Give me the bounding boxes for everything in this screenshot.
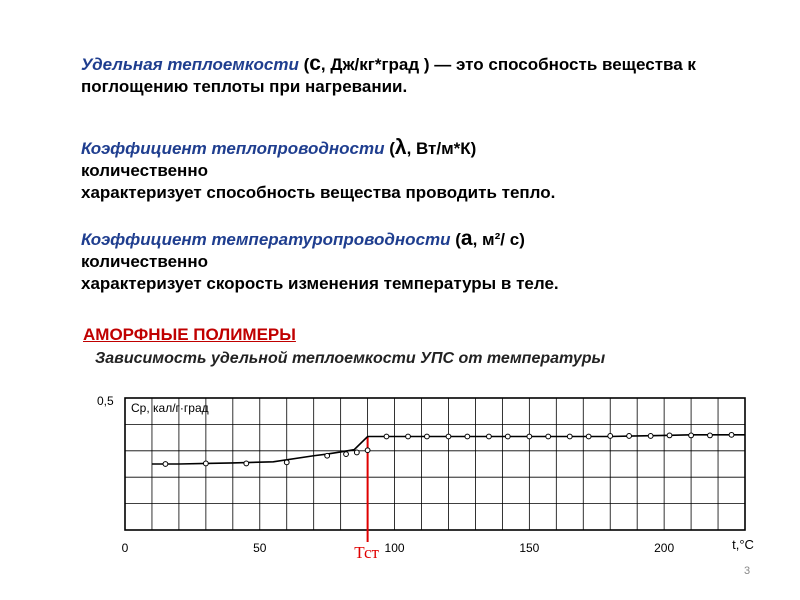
data-point <box>163 462 168 467</box>
data-point <box>487 434 492 439</box>
data-point <box>354 450 359 455</box>
data-point <box>648 434 653 439</box>
thermal-conductivity-symbol: λ <box>394 136 407 159</box>
x-axis-label: t,°C <box>732 537 754 552</box>
data-point <box>446 434 451 439</box>
data-point <box>344 452 349 457</box>
thermal-conductivity-line3: характеризует способность вещества проводить тепло. <box>81 183 556 202</box>
data-point <box>567 434 572 439</box>
y-axis-label: Cр, кал/г·град <box>131 401 209 415</box>
y-tick-label: 0,5 <box>97 394 114 408</box>
thermal-diffusivity-paragraph <box>81 228 559 295</box>
data-point <box>586 434 591 439</box>
data-point <box>708 433 713 438</box>
thermal-conductivity-units: , Вт/м*К) <box>406 139 477 158</box>
data-point <box>244 461 249 466</box>
data-point <box>325 453 330 458</box>
specific-heat-symbol: с <box>309 52 321 75</box>
data-point <box>505 434 510 439</box>
specific-heat-paragraph <box>81 53 800 98</box>
data-point <box>465 434 470 439</box>
data-point <box>527 434 532 439</box>
data-point <box>284 460 289 465</box>
specific-heat-units: , Дж/кг*град ) <box>320 55 430 74</box>
data-point <box>546 434 551 439</box>
x-tick-label: 100 <box>384 541 405 555</box>
specific-heat-definition: — это способность вещества к поглощению теплоты при нагревании. <box>81 55 696 96</box>
thermal-diffusivity-line3: характеризует скорость изменения температуры в теле. <box>81 274 559 293</box>
x-tick-label: 200 <box>654 541 675 555</box>
data-point <box>608 434 613 439</box>
page-number: 3 <box>744 565 751 577</box>
data-point <box>689 433 694 438</box>
chart-subtitle: Зависимость удельной теплоемкости УПС от температуры <box>95 350 606 367</box>
heat-capacity-chart <box>95 380 775 560</box>
data-point <box>627 434 632 439</box>
x-tick-label: 150 <box>519 541 540 555</box>
thermal-conductivity-term: Коэффициент теплопроводности <box>81 139 385 158</box>
thermal-conductivity-paragraph <box>81 137 555 204</box>
data-point <box>384 434 389 439</box>
data-point <box>729 432 734 437</box>
thermal-diffusivity-units: , м²/ с) <box>472 230 525 249</box>
data-point <box>406 434 411 439</box>
thermal-diffusivity-line2: количественно <box>81 252 208 271</box>
thermal-conductivity-open: ( <box>384 139 395 158</box>
data-point <box>203 461 208 466</box>
x-tick-label: 50 <box>253 541 267 555</box>
thermal-diffusivity-term: Коэффициент температуропроводности <box>81 230 451 249</box>
specific-heat-open: ( <box>298 55 310 74</box>
data-point <box>365 448 370 453</box>
x-tick-label: 0 <box>121 541 129 555</box>
data-point <box>425 434 430 439</box>
tg-label: Тст <box>354 543 379 560</box>
thermal-diffusivity-symbol: а <box>460 227 473 250</box>
section-heading: АМОРФНЫЕ ПОЛИМЕРЫ <box>83 325 296 344</box>
specific-heat-term: Удельная теплоемкости <box>81 55 299 74</box>
data-point <box>667 433 672 438</box>
thermal-diffusivity-open: ( <box>450 230 461 249</box>
thermal-conductivity-line2: количественно <box>81 161 208 180</box>
